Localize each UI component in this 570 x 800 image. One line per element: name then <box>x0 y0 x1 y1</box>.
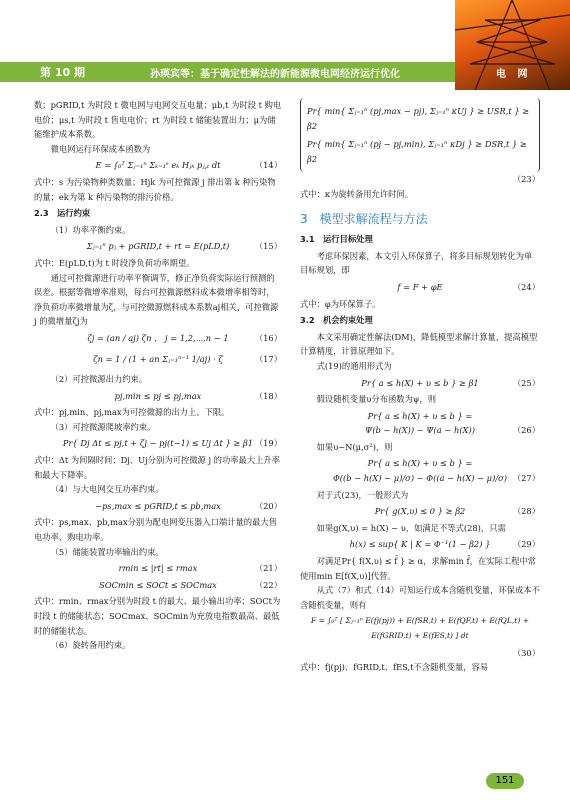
list-item: （1）功率平衡约束。 <box>50 224 131 235</box>
paragraph: 式中：fj(pj)、fGRID,t、fES,t不含随机变量，容易 <box>300 662 489 673</box>
equation-number: （22） <box>254 579 282 590</box>
paragraph: 从式（7）和式（14）可知运行成本含随机变量，环保成本不含随机变量，则有 <box>300 585 540 610</box>
journal-logo-text: 电 网 <box>496 69 532 80</box>
equation-body: ζj = (an / aj) ζn ， j = 1,2,⋯,n − 1 <box>87 332 229 343</box>
equation-number: （15） <box>254 241 282 252</box>
equation-16 <box>34 331 282 346</box>
list-item: （6）旋转备用约束。 <box>50 640 131 651</box>
equation-number: （24） <box>512 281 540 292</box>
equation-23-block <box>300 98 540 172</box>
paragraph: 式中：κ为旋转备用允许时间。 <box>300 188 414 199</box>
paragraph: 微电网运行环保成本函数为 <box>50 143 151 154</box>
equation-15 <box>34 239 282 254</box>
paragraph: 如果g(X,υ) = h(X) − υ，如满足不等式(28)，只需 <box>316 522 506 533</box>
equation-number: （27） <box>512 473 540 484</box>
equation-body: h(x) ≤ sup{ K | K = Φ⁻¹(1 − β2) } <box>349 539 491 550</box>
equation-number: （26） <box>512 425 540 436</box>
paragraph: 式中：E(pLD,t)为 t 时段净负荷功率期望。 <box>34 257 195 268</box>
paragraph: 式中：pj,min、pj,max为可控微源的出力上、下限。 <box>34 407 230 418</box>
equation-18 <box>34 389 282 404</box>
equation-body: ζn = 1 / (1 + an Σⱼ₌₁ⁿ⁻¹ 1/aj) · ζ <box>93 353 223 364</box>
equation-body: f = F + φE <box>397 281 443 292</box>
equation-21 <box>34 561 282 576</box>
list-item: （4）与大电网交互功率约束。 <box>50 484 164 495</box>
section-heading-3-1: 3.1 运行目标处理 <box>300 234 373 245</box>
paragraph: 式(19)的通用形式为 <box>316 360 392 371</box>
equation-17 <box>34 352 282 367</box>
equation-number: （19） <box>254 438 282 449</box>
equation-number: （28） <box>512 506 540 517</box>
issue-label: 第 10 期 <box>40 66 85 79</box>
equation-body: Pr{ a ≤ h(X) + υ ≤ b } = <box>367 458 473 469</box>
section-heading-3-2: 3.2 机会约束处理 <box>300 315 373 326</box>
equation-body: Pr{ a ≤ h(X) + υ ≤ b } = <box>367 410 473 421</box>
paragraph: 如果υ~N(μ,σ²)，则 <box>316 441 393 452</box>
equation-20 <box>34 499 282 514</box>
equation-14 <box>34 158 282 173</box>
equation-number: （23） <box>512 174 540 185</box>
equation-body: E(fGRID,t) + E(fES,t) ] dt <box>371 631 469 640</box>
paragraph: 通过可控微源进行功率平衡调节，修正净负荷实际运行预测的误差。根据等微增率准则，每台可控微源燃料成本微增率相等时，净负荷功率微增量为ζ，与可控微源燃料成本系数aj相关，可控微源 j 的微增量ζj为 <box>34 272 279 327</box>
list-item: （3）可控微源爬坡率约束。 <box>50 421 156 432</box>
paragraph: 假设随机变量υ分布函数为ψ，则 <box>316 394 437 405</box>
equation-number: （20） <box>254 500 282 511</box>
equation-26 <box>300 409 540 438</box>
list-item: （2）可控微源出力约束。 <box>50 374 148 385</box>
equation-number: （17） <box>254 353 282 364</box>
equation-body: Pr{ g(X,υ) ≤ 0 } ≥ β2 <box>374 506 466 517</box>
paragraph: 对满足Pr{ f(X,υ) ≤ f̄ } ≥ α，求解min f̄，在实际工程中常使用min E[f(X,υ)]代替。 <box>300 556 536 581</box>
equation-22 <box>34 578 282 593</box>
equation-body: Φ((b − h(X) − μ)/σ) − Φ((a − h(X) − μ)/σ) <box>332 473 508 484</box>
equation-body: −ps,max ≤ pGRID,t ≤ pb,max <box>95 500 221 511</box>
equation-body: SOCmin ≤ SOCt ≤ SOCmax <box>99 579 217 590</box>
paragraph: 对于式(23)，一般形式为 <box>316 489 409 500</box>
equation-25 <box>300 376 540 391</box>
equation-body: Pr{ min{ Σⱼ₌₁ⁿ (pj − pj,min), Σⱼ₌₁ⁿ κDj } ≥ DSR,t } ≥ β2 <box>307 139 527 164</box>
equation-body: Σⱼ₌₁ⁿ pⱼ + pGRID,t + rt = E(pLD,t) <box>86 241 230 252</box>
equation-body: Pr{ min{ Σⱼ₌₁ⁿ (pj,max − pj), Σⱼ₌₁ⁿ κUj } ≥ USR,t } ≥ β2 <box>307 106 530 131</box>
equation-27 <box>300 456 540 485</box>
equation-body: pj,min ≤ pj ≤ pj,max <box>114 390 202 401</box>
equation-number: （21） <box>254 563 282 574</box>
equation-body: Pr{ a ≤ h(X) + υ ≤ b } ≥ β1 <box>361 377 479 388</box>
equation-30 <box>300 614 540 643</box>
paragraph: 考虑环保因素，本文引入环保算子，将多目标规划转化为单目标规划，即 <box>300 250 533 276</box>
equation-28 <box>300 504 540 519</box>
equation-number: （30） <box>512 647 540 658</box>
equation-number: （25） <box>512 377 540 388</box>
equation-body: rmin ≤ |rt| ≤ rmax <box>118 563 198 574</box>
paragraph: 本文采用确定性解法(DM)，降低模型求解计算量，提高模型计算精度，计算原理如下。 <box>300 331 538 357</box>
paragraph: 式中：s 为污染物种类数量；Hjk 为可控微源 j 排出第 k 种污染物的量；ek为第 k 种污染物的排污价格。 <box>34 176 276 202</box>
equation-number: （16） <box>254 332 282 343</box>
equation-body: F = ∫₀ᵀ [ Σⱼ₌₁ⁿ E(fj(pj)) + E(fSR,t) + E(fQF,t) + E(fQL,t) + <box>310 616 530 626</box>
equation-body: Pr{ Dj Δt ≤ pj,t + ζj − pj(t−1) ≤ Uj Δt } ≥ β1 <box>62 438 254 449</box>
equation-19 <box>34 436 282 451</box>
equation-body: E = ∫₀ᵀ Σⱼ₌₁ⁿ Σₖ₌₁ˢ eₖ Hⱼₖ pⱼ,ₜ dt <box>95 160 221 171</box>
equation-number: （29） <box>512 539 540 550</box>
equation-24 <box>300 280 540 295</box>
equation-number: （18） <box>254 390 282 401</box>
section-heading-3: 3 模型求解流程与方法 <box>300 211 428 226</box>
section-heading-2-3: 2.3 运行约束 <box>34 208 91 219</box>
list-item: （5）储能装置功率输出约束。 <box>50 546 164 557</box>
equation-29 <box>300 537 540 552</box>
equation-body: Ψ(b − h(X)) − Ψ(a − h(X)) <box>365 425 475 436</box>
paragraph: 式中：ps,max、pb,max分别为配电网变压器入口端计量的最大售电功率、购电功率。 <box>34 517 277 543</box>
running-title: 孙瑛宾等：基于确定性解法的新能源微电网经济运行优化 <box>150 69 400 80</box>
page-number: 151 <box>495 775 515 786</box>
equation-number: （14） <box>254 160 282 171</box>
paragraph: 式中：Δt 为间隔时间；Dj、Uj分别为可控微源 j 的功率最大上升率和最大下降率。 <box>34 455 281 480</box>
left-column <box>34 98 282 653</box>
paragraph: 数；pGRID,t 为时段 t 微电网与电网交互电量；μb,t 为时段 t 购电电价；μs,t 为时段 t 售电电价；rt 为时段 t 储能装置出力；μ为储能维护成本系数。 <box>34 100 282 140</box>
paragraph: 式中：rmin、rmax分别为时段 t 的最大、最小输出功率；SOCt为时段 t 的储能状态；SOCmax、SOCmin为充放电指数最高、最低时的储能状态。 <box>34 596 281 636</box>
paragraph: 式中：φ为环保算子。 <box>300 298 381 309</box>
right-column <box>300 98 540 675</box>
